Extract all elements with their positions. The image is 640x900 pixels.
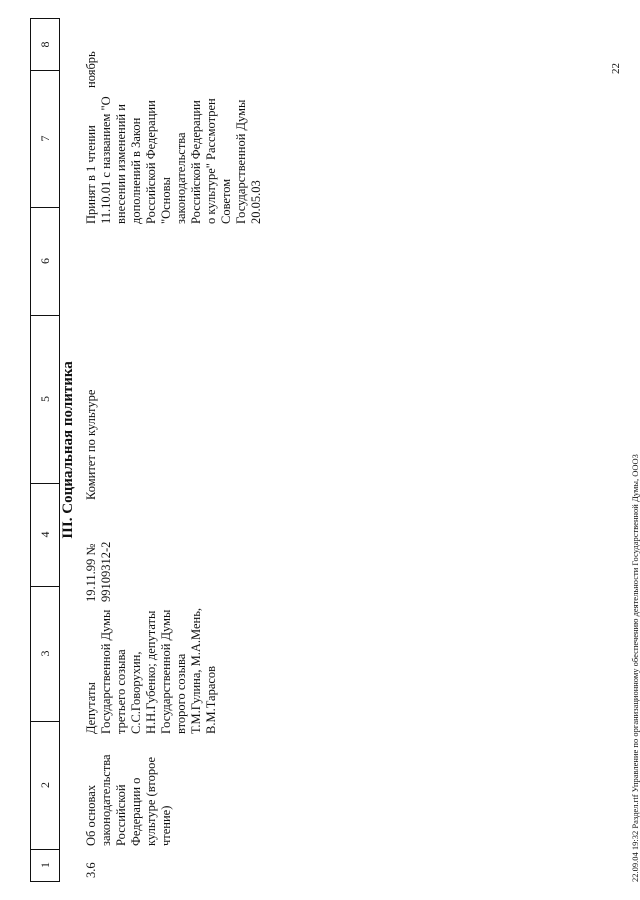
column-number: 3 — [31, 586, 59, 722]
section-title: III. Социальная политика — [60, 361, 76, 539]
column-number: 2 — [31, 721, 59, 850]
bill-status: Принят в 1 чтении 11.10.01 с названием "О внесении изменений и дополнений в Закон Российской Федерации "Основы законодательства Российской Федерации о культуре" Рассмотрен Советом Государственной Думы 20.05.03 — [84, 96, 263, 224]
column-number: 6 — [31, 207, 59, 316]
initiators: Депутаты Государственной Думы третьего созыва С.С.Говорухин, Н.Н.Губенко; депутаты Государственной Думы второго созыва Т.М.Гулина, М.А.Мень, В.М.Тарасов — [84, 607, 218, 734]
column-number: 4 — [31, 483, 59, 587]
page-number: 22 — [610, 63, 622, 74]
row-number: 3.6 — [84, 862, 98, 878]
responsible-committee: Комитет по культуре — [84, 389, 98, 500]
column-number: 8 — [31, 18, 59, 71]
column-number: 1 — [31, 849, 59, 882]
consideration-term: ноябрь — [84, 51, 98, 88]
bill-title: Об основах законодательства Российской Федерации о культуре (второе чтение) — [84, 754, 173, 846]
registration-date-number: 19.11.99 № 99109312-2 — [84, 541, 113, 602]
column-number-header-row — [30, 18, 60, 882]
document-footer: 22.09.04 19:32 Раздел.rtf Управление по организационному обеспечению деятельности Государственной Думы, ООО3 — [630, 454, 640, 882]
column-number: 7 — [31, 70, 59, 208]
column-number: 5 — [31, 315, 59, 484]
